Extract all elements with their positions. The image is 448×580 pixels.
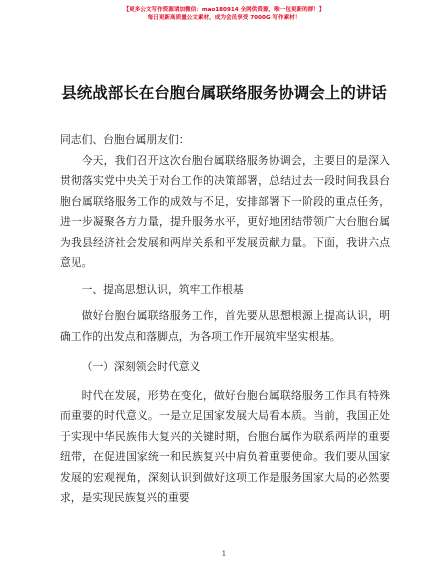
- paragraph-subsection-1: 时代在发展，形势在变化，做好台胞台属联络服务工作具有特殊而重要的时代意义。一是立足国家发展大局看本质。当前，我国正处于实现中华民族伟大复兴的关键时期，台胞台属作为联系两岸的重要纽带，在促进国家统一和民族复兴中肩负着重要使命。我们要从国家发展的宏观视角，深刻认识到做好这项工作是服务国家大局的必然要求，是实现民族复兴的重要: [60, 388, 390, 504]
- paragraph-intro: 今天，我们召开这次台胞台属联络服务协调会，主要目的是深入贯彻落实党中央关于对台工作的决策部署，总结过去一段时间我县台胞台属联络服务工作的成效与不足，安排部署下一阶段的重点任务，进一步凝聚各方力量，提升服务水平，更好地团结带领广大台胞台属为我县经济社会发展和两岸关系和平发展贡献力量。下面，我讲六点意见。: [60, 153, 390, 269]
- banner-line-2: 每日更新高质量公文素材，成为会员享受 7000G 写作素材！: [147, 15, 301, 21]
- banner-line-1: 【更多公文写作资源请加微信：mao180914 全网供资源，唯一包更新的群！】: [123, 7, 325, 13]
- subsection-heading-1: （一）深刻领会时代意义: [81, 360, 201, 373]
- section-heading-1: 一、提高思想认识，筑牢工作根基: [81, 282, 244, 296]
- greeting: 同志们、台胞台属朋友们：: [60, 133, 190, 146]
- page-number: 1: [221, 550, 227, 558]
- document-title: 县统战部长在台胞台属联络服务协调会上的讲话: [61, 84, 387, 102]
- paragraph-section-1: 做好台胞台属联络服务工作，首先要从思想根源上提高认识，明确工作的出发点和落脚点，为各项工作开展筑牢坚实根基。: [60, 309, 390, 343]
- document-body: [60, 126, 390, 509]
- header-banner: [0, 6, 448, 22]
